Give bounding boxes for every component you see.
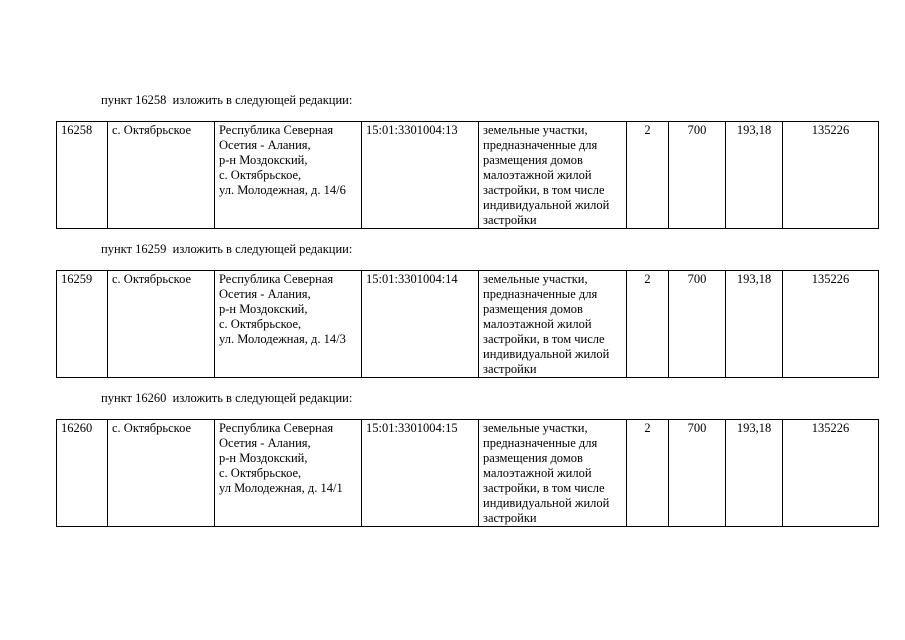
table-row [57,122,879,229]
record-area: 700 [669,271,726,378]
record-address: Республика Северная Осетия - Алания, р-н Моздокский, с. Октябрьское, ул. Молодежная, д. 14/6 [215,122,362,229]
record-value: 135226 [783,122,879,229]
record-number: 16259 [57,271,108,378]
table-row [57,271,879,378]
record-address: Республика Северная Осетия - Алания, р-н Моздокский, с. Октябрьское, ул Молодежная, д. 14/1 [215,420,362,527]
record-table-16260 [56,419,879,527]
record-locality: с. Октябрьское [108,420,215,527]
record-category: 2 [627,420,669,527]
record-rate: 193,18 [726,122,783,229]
record-number: 16258 [57,122,108,229]
record-category: 2 [627,271,669,378]
record-cadastral-number: 15:01:3301004:15 [362,420,479,527]
record-rate: 193,18 [726,420,783,527]
record-address: Республика Северная Осетия - Алания, р-н Моздокский, с. Октябрьское, ул. Молодежная, д. 14/3 [215,271,362,378]
record-rate: 193,18 [726,271,783,378]
section-heading-16260: пункт 16260 изложить в следующей редакции: [101,391,353,405]
record-locality: с. Октябрьское [108,122,215,229]
record-cadastral-number: 15:01:3301004:14 [362,271,479,378]
record-table-16258 [56,121,879,229]
record-locality: с. Октябрьское [108,271,215,378]
record-category: 2 [627,122,669,229]
record-cadastral-number: 15:01:3301004:13 [362,122,479,229]
record-purpose: земельные участки, предназначенные для размещения домов малоэтажной жилой застройки, в том числе индивидуальной жилой застройки [479,271,627,378]
record-area: 700 [669,122,726,229]
section-heading-16259: пункт 16259 изложить в следующей редакции: [101,242,353,256]
record-purpose: земельные участки, предназначенные для размещения домов малоэтажной жилой застройки, в том числе индивидуальной жилой застройки [479,420,627,527]
record-value: 135226 [783,271,879,378]
record-table-16259 [56,270,879,378]
record-value: 135226 [783,420,879,527]
section-heading-16258: пункт 16258 изложить в следующей редакции: [101,93,353,107]
record-number: 16260 [57,420,108,527]
record-purpose: земельные участки, предназначенные для размещения домов малоэтажной жилой застройки, в том числе индивидуальной жилой застройки [479,122,627,229]
table-row [57,420,879,527]
record-area: 700 [669,420,726,527]
